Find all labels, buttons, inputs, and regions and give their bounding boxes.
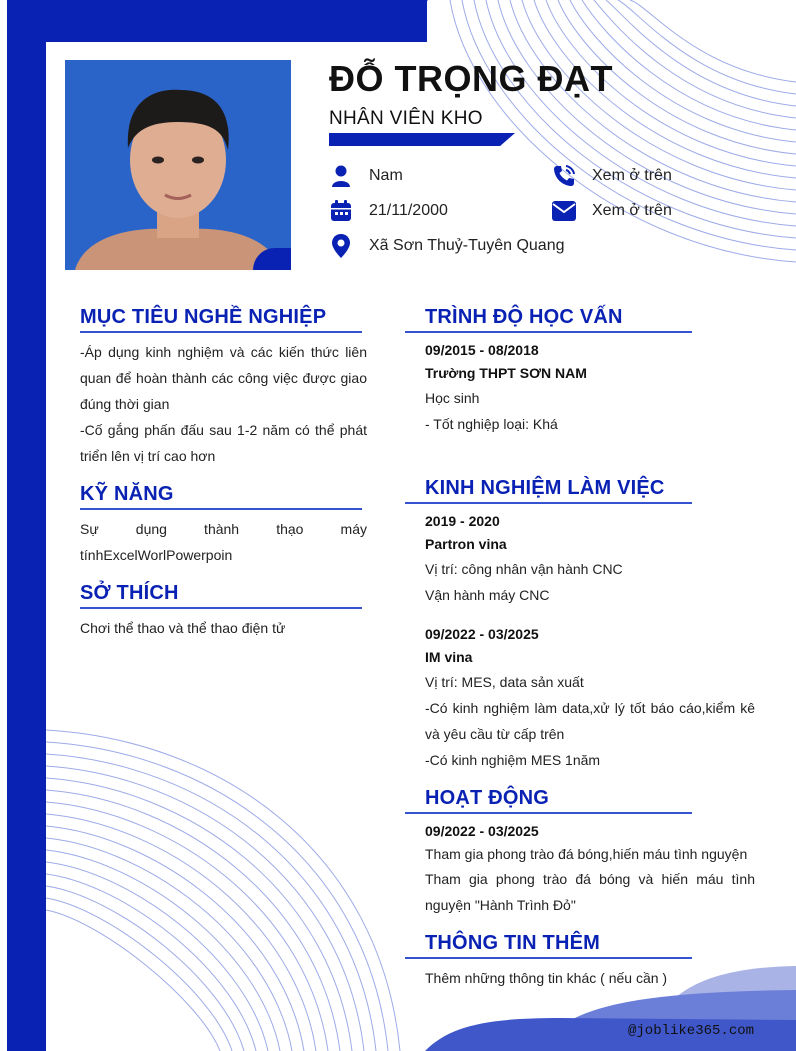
experience-title: KINH NGHIỆM LÀM VIỆC — [425, 477, 665, 499]
education-role: Học sinh — [425, 390, 480, 406]
job-2-period: 09/2022 - 03/2025 — [425, 626, 539, 642]
watermark: @joblike365.com — [628, 1023, 755, 1039]
education-divider — [405, 331, 692, 333]
location-pin-icon — [329, 234, 353, 258]
job-2-line-2: -Có kinh nghiệm làm data,xử lý tốt báo cáo,kiểm kê và yêu cầu từ cấp trên — [425, 700, 755, 742]
address-value: Xã Sơn Thuỷ-Tuyên Quang — [369, 237, 565, 254]
activities-title: HOẠT ĐỘNG — [425, 787, 550, 809]
job-2-line-3: -Có kinh nghiệm MES 1năm — [425, 752, 601, 768]
phone-value: Xem ở trên — [592, 167, 672, 184]
hobbies-text: Chơi thể thao và thể thao điện tử — [80, 620, 286, 636]
envelope-icon — [552, 199, 576, 223]
activities-divider — [405, 812, 692, 814]
objective-line-2: -Cố gắng phấn đấu sau 1-2 năm có thể phát triển lên vị trí cao hơn — [80, 422, 367, 464]
person-portrait-icon — [65, 60, 291, 270]
email-row — [552, 199, 672, 223]
objective-divider — [80, 331, 362, 333]
phone-icon — [552, 164, 576, 188]
skills-divider — [80, 508, 362, 510]
additional-divider — [405, 957, 692, 959]
job-1-period: 2019 - 2020 — [425, 513, 500, 529]
birthday-row — [329, 199, 448, 223]
additional-text: Thêm những thông tin khác ( nếu cần ) — [425, 970, 668, 986]
phone-row — [552, 164, 672, 188]
gender-row — [329, 164, 403, 188]
birthday-value: 21/11/2000 — [369, 202, 448, 219]
profile-photo — [65, 60, 291, 270]
job-1-line-1: Vị trí: công nhân vận hành CNC — [425, 561, 623, 577]
experience-divider — [405, 502, 692, 504]
job-title: NHÂN VIÊN KHO — [329, 108, 483, 129]
objective-title: MỤC TIÊU NGHỀ NGHIỆP — [80, 306, 327, 328]
skills-text: Sự dụng thành thạo máy tínhExcelWorlPowerpoin — [80, 521, 367, 563]
hobbies-title: SỞ THÍCH — [80, 582, 179, 604]
activities-period: 09/2022 - 03/2025 — [425, 823, 539, 839]
address-row — [329, 234, 565, 258]
job-1-company: Partron vina — [425, 536, 507, 552]
education-note: - Tốt nghiệp loại: Khá — [425, 416, 558, 432]
gender-value: Nam — [369, 167, 403, 184]
job-1-line-2: Vận hành máy CNC — [425, 587, 550, 603]
education-school: Trường THPT SƠN NAM — [425, 365, 587, 381]
job-title-underline — [329, 133, 515, 146]
calendar-icon — [329, 199, 353, 223]
activities-line-2: Tham gia phong trào đá bóng và hiến máu tình nguyện "Hành Trình Đỏ" — [425, 871, 755, 913]
education-title: TRÌNH ĐỘ HỌC VẤN — [425, 306, 623, 328]
person-icon — [329, 164, 353, 188]
candidate-name: ĐỖ TRỌNG ĐẠT — [329, 58, 613, 99]
objective-line-1: -Áp dụng kinh nghiệm và các kiến thức liên quan để hoàn thành các công việc được giao đúng thời gian — [80, 344, 367, 412]
activities-line-1: Tham gia phong trào đá bóng,hiến máu tình nguyện — [425, 846, 748, 862]
skills-title: KỸ NĂNG — [80, 483, 174, 505]
additional-title: THÔNG TIN THÊM — [425, 932, 601, 954]
education-period: 09/2015 - 08/2018 — [425, 342, 539, 358]
job-2-line-1: Vị trí: MES, data sản xuất — [425, 674, 584, 690]
email-value: Xem ở trên — [592, 202, 672, 219]
job-2-company: IM vina — [425, 649, 473, 665]
hobbies-divider — [80, 607, 362, 609]
